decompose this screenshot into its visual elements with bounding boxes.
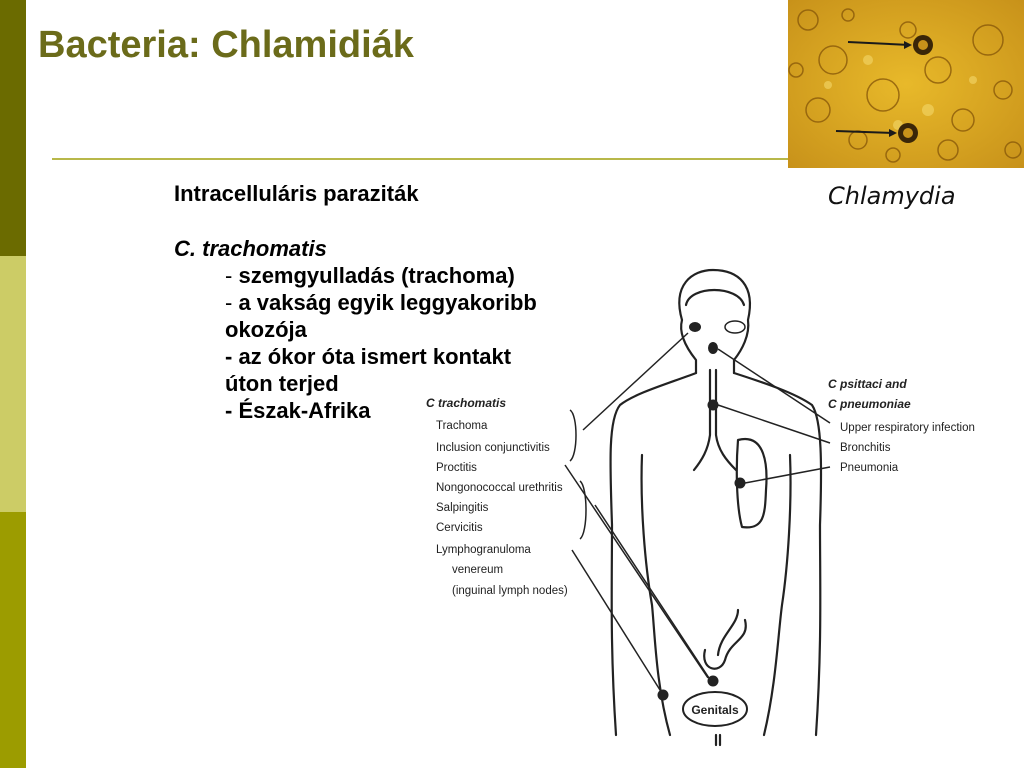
- micrograph-caption: Chlamydia: [828, 182, 956, 210]
- species-name: C. trachomatis: [174, 236, 327, 261]
- diagram-label: Upper respiratory infection: [840, 422, 975, 434]
- diagram-label: Trachoma: [436, 420, 488, 432]
- bullet-dash: -: [225, 290, 239, 315]
- diagram-label: venereum: [452, 564, 504, 576]
- diagram-label: Lymphogranuloma: [436, 544, 531, 556]
- right-group-title-2: C pneumoniae: [828, 397, 911, 411]
- diagram-label: Cervicitis: [436, 522, 483, 534]
- diagram-label: Inclusion conjunctivitis: [436, 442, 550, 454]
- diagram-label: (inguinal lymph nodes): [452, 585, 568, 597]
- bullet-dash: -: [225, 263, 239, 288]
- title-divider: [52, 158, 792, 160]
- content-heading: Intracelluláris paraziták: [174, 181, 419, 206]
- diagram-label: Proctitis: [436, 462, 477, 474]
- infection-sites-diagram: [420, 265, 1024, 768]
- bullet-text: - Észak-Afrika: [225, 398, 371, 423]
- sidebar-block-middle: [0, 256, 26, 512]
- left-group-title: C trachomatis: [426, 396, 507, 410]
- body-outline: [610, 270, 821, 745]
- diagram-label: Bronchitis: [840, 442, 891, 454]
- right-group-title-1: C psittaci and: [828, 377, 907, 391]
- bullet-text: a vakság egyik leggyakoribb okozója: [225, 290, 537, 342]
- diagram-label: Nongonococcal urethritis: [436, 482, 563, 494]
- bullet-text: szemgyulladás (trachoma): [238, 263, 515, 288]
- sidebar-accent: [0, 0, 26, 768]
- diagram-label: Salpingitis: [436, 502, 489, 514]
- slide-title: Bacteria: Chlamidiák: [38, 24, 414, 66]
- sidebar-block-top: [0, 0, 26, 256]
- diagram-label: Pneumonia: [840, 462, 899, 474]
- genitals-label: Genitals: [691, 703, 739, 717]
- eye-dot: [689, 322, 701, 332]
- sidebar-block-bottom: [0, 512, 26, 768]
- chlamydia-micrograph: [788, 0, 1024, 168]
- bullet-text: - az ókor óta ismert kontakt úton terjed: [225, 344, 512, 396]
